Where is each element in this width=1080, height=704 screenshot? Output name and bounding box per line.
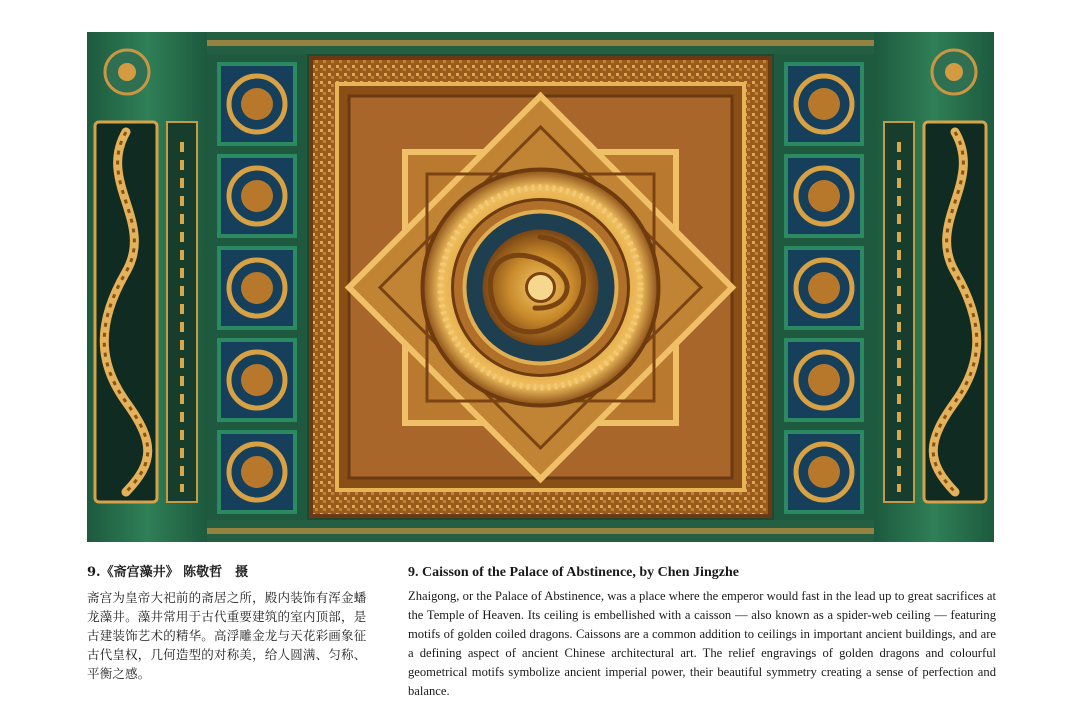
chinese-caption xyxy=(87,564,367,683)
english-caption-title: 9. Caisson of the Palace of Abstinence, by Chen Jingzhe xyxy=(408,565,739,580)
chinese-caption-title: 9.《斋宫藻井》 陈敬哲 摄 xyxy=(87,565,249,580)
chinese-caption-body: 斋宫为皇帝大祀前的斋居之所，殿内装饰有浑金蟠龙藻井。藻井常用于古代重要建筑的室内顶部，是古建装饰艺术的精华。高浮雕金龙与天花彩画象征古代皇权，几何造型的对称美，给人圆满、匀称、平衡之感。 xyxy=(87,590,367,681)
right-coffer-column xyxy=(774,54,874,520)
central-caisson xyxy=(309,56,772,518)
caisson-photo xyxy=(87,32,994,542)
english-caption xyxy=(408,564,996,701)
left-coffer-column xyxy=(207,54,307,520)
english-caption-body: Zhaigong, or the Palace of Abstinence, was a place where the emperor would fast in the lead up to great sacrifices at the Temple of Heaven. Its ceiling is embellished with a caisson — also known as a spider-web ceiling — featuring motifs of golden coiled dragons. Caissons are a common addition to ceilings in important ancient buildings, and are a defining aspect of ancient Chinese architectural art. The relief engravings of golden dragons and colourful geometrical motifs symbolize ancient imperial power, their beautiful symmetry creating a sense of perfection and balance. xyxy=(408,589,996,698)
caisson-illustration xyxy=(87,32,994,542)
